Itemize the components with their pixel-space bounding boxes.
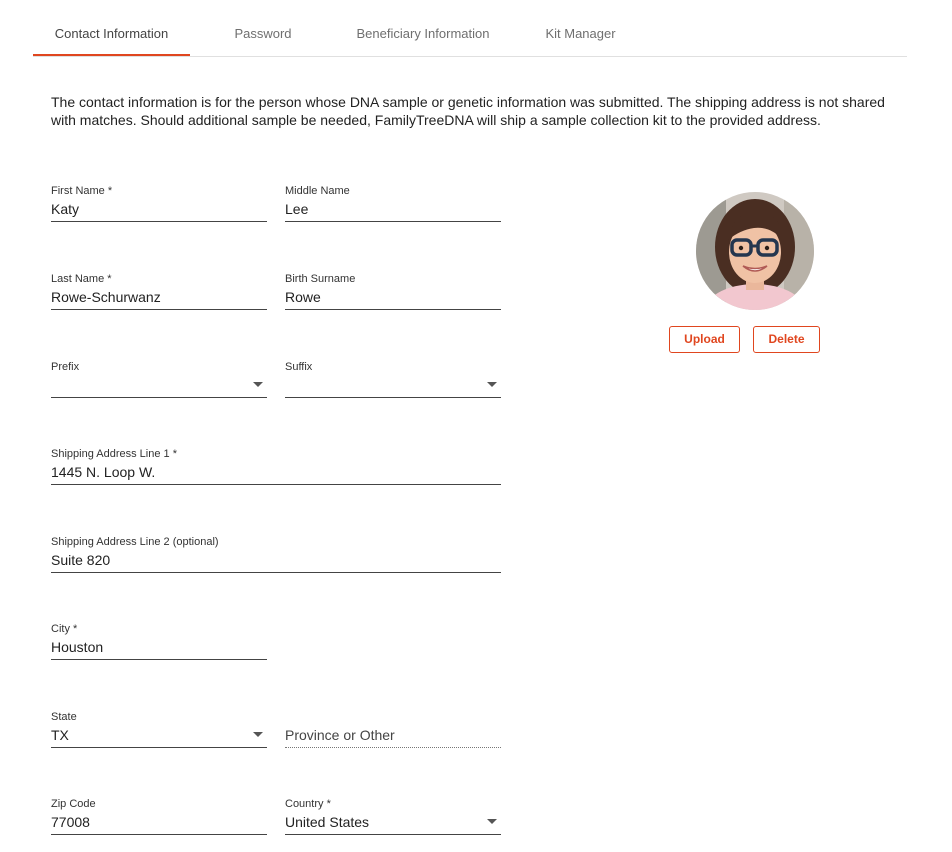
last-name-field[interactable] — [51, 273, 267, 310]
first-name-label: First Name * — [51, 185, 113, 197]
shipping-address-line2-label: Shipping Address Line 2 (optional) — [51, 536, 219, 548]
profile-photo-avatar — [696, 192, 814, 310]
middle-name-value: Lee — [285, 201, 309, 217]
shipping-address-line1-value: 1445 N. Loop W. — [51, 464, 156, 480]
tab-bar — [33, 14, 907, 57]
city-value: Houston — [51, 639, 104, 655]
city-label: City * — [51, 623, 78, 635]
last-name-value: Rowe-Schurwanz — [51, 289, 161, 305]
shipping-address-line1-field[interactable] — [51, 448, 501, 485]
middle-name-field[interactable] — [285, 185, 501, 222]
last-name-label: Last Name * — [51, 273, 112, 285]
active-tab-indicator — [33, 54, 190, 56]
country-value: United States — [285, 814, 370, 830]
tab-contact-information[interactable]: Contact Information — [54, 26, 169, 41]
suffix-select[interactable] — [285, 361, 501, 398]
state-value: TX — [51, 727, 69, 743]
tab-beneficiary-information[interactable]: Beneficiary Information — [356, 26, 490, 41]
tab-kit-manager[interactable]: Kit Manager — [545, 26, 616, 41]
prefix-label: Prefix — [51, 361, 80, 373]
country-select[interactable] — [285, 798, 501, 835]
country-label: Country * — [285, 798, 331, 810]
tab-password[interactable]: Password — [234, 26, 292, 41]
delete-photo-button[interactable]: Delete — [753, 326, 820, 353]
middle-name-label: Middle Name — [285, 185, 350, 197]
birth-surname-value: Rowe — [285, 289, 321, 305]
state-dropdown-caret-icon[interactable] — [253, 732, 263, 737]
state-label: State — [51, 711, 77, 723]
first-name-field[interactable] — [51, 185, 267, 222]
prefix-select[interactable] — [51, 361, 267, 398]
zip-code-value: 77008 — [51, 814, 90, 830]
suffix-dropdown-caret-icon[interactable] — [487, 382, 497, 387]
city-field[interactable] — [51, 623, 267, 660]
shipping-address-line2-value: Suite 820 — [51, 552, 111, 568]
birth-surname-label: Birth Surname — [285, 273, 356, 285]
shipping-address-line2-field[interactable] — [51, 536, 501, 573]
shipping-address-line1-label: Shipping Address Line 1 * — [51, 448, 177, 460]
intro-text: The contact information is for the person whose DNA sample or genetic information was submitted. The shipping address is not shared with matches. Should additional sample be needed, FamilyTreeDNA will ship a sample collection kit to the provided address. — [51, 94, 885, 128]
province-field[interactable] — [285, 711, 501, 748]
first-name-value: Katy — [51, 201, 80, 217]
upload-photo-button[interactable]: Upload — [669, 326, 740, 353]
zip-code-field[interactable] — [51, 798, 267, 835]
country-dropdown-caret-icon[interactable] — [487, 819, 497, 824]
province-placeholder: Province or Other — [285, 727, 395, 743]
prefix-dropdown-caret-icon[interactable] — [253, 382, 263, 387]
state-select[interactable] — [51, 711, 267, 748]
birth-surname-field[interactable] — [285, 273, 501, 310]
suffix-label: Suffix — [285, 361, 313, 373]
zip-code-label: Zip Code — [51, 798, 96, 810]
